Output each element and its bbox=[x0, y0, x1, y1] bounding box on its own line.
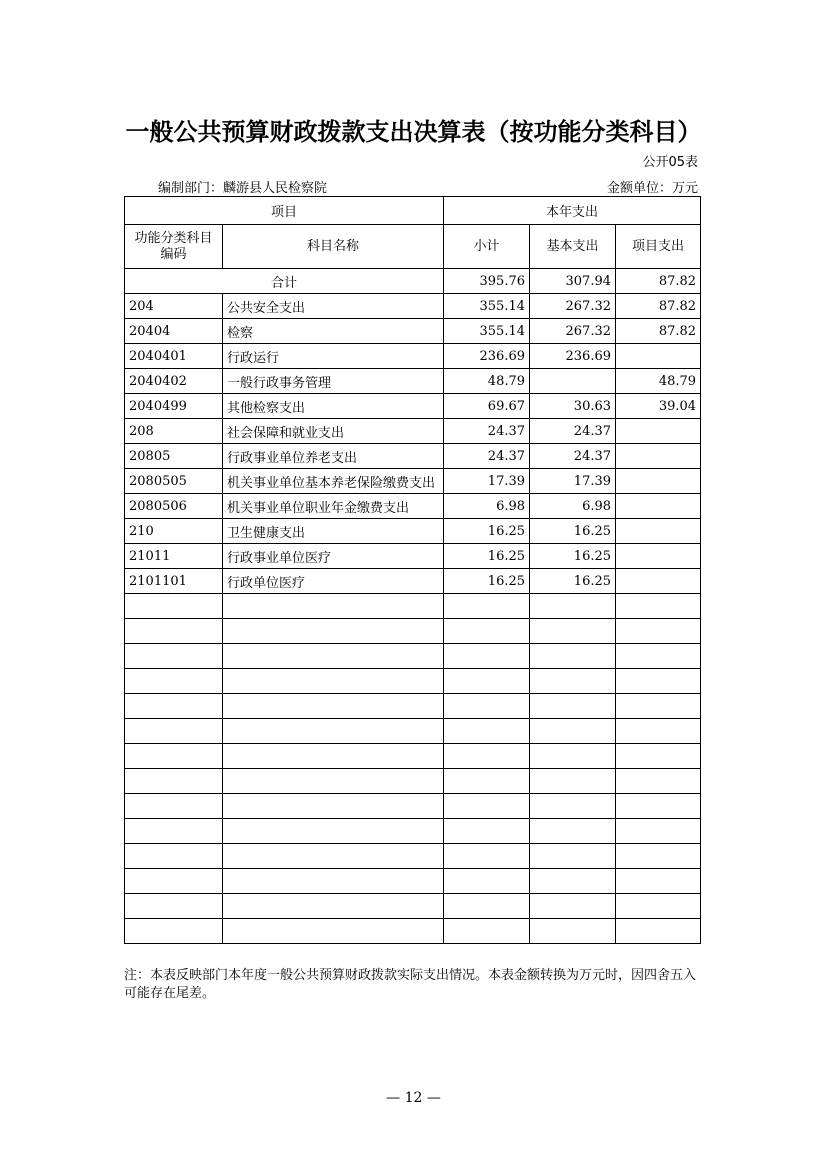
empty-cell bbox=[125, 694, 223, 719]
empty-cell bbox=[616, 669, 701, 694]
header-code: 功能分类科目编码 bbox=[125, 225, 223, 269]
empty-cell bbox=[530, 694, 616, 719]
empty-cell bbox=[223, 894, 444, 919]
empty-cell bbox=[530, 819, 616, 844]
empty-cell bbox=[125, 644, 223, 669]
cell-name: 机关事业单位职业年金缴费支出 bbox=[223, 494, 444, 519]
empty-cell bbox=[223, 794, 444, 819]
cell-basic: 16.25 bbox=[530, 544, 616, 569]
empty-row bbox=[125, 769, 701, 794]
cell-name: 公共安全支出 bbox=[223, 294, 444, 319]
empty-cell bbox=[223, 869, 444, 894]
total-project: 87.82 bbox=[616, 269, 701, 294]
table-row bbox=[125, 444, 701, 469]
cell-subtotal: 16.25 bbox=[444, 569, 530, 594]
empty-row bbox=[125, 894, 701, 919]
empty-cell bbox=[616, 794, 701, 819]
empty-cell bbox=[444, 694, 530, 719]
unit-label: 金额单位：万元 bbox=[606, 181, 698, 196]
empty-cell bbox=[444, 919, 530, 944]
empty-row bbox=[125, 669, 701, 694]
empty-cell bbox=[444, 794, 530, 819]
empty-row bbox=[125, 744, 701, 769]
cell-project bbox=[616, 469, 701, 494]
total-subtotal: 395.76 bbox=[444, 269, 530, 294]
empty-row bbox=[125, 794, 701, 819]
expenditure-table bbox=[124, 196, 701, 944]
table-row bbox=[125, 344, 701, 369]
empty-cell bbox=[125, 719, 223, 744]
cell-project bbox=[616, 569, 701, 594]
empty-cell bbox=[223, 669, 444, 694]
cell-name: 其他检察支出 bbox=[223, 394, 444, 419]
empty-cell bbox=[530, 769, 616, 794]
header-project: 项目 bbox=[125, 197, 444, 225]
cell-subtotal: 236.69 bbox=[444, 344, 530, 369]
cell-code: 2040401 bbox=[125, 344, 223, 369]
table-row bbox=[125, 394, 701, 419]
table-row bbox=[125, 519, 701, 544]
cell-basic: 6.98 bbox=[530, 494, 616, 519]
cell-subtotal: 16.25 bbox=[444, 519, 530, 544]
empty-cell bbox=[530, 919, 616, 944]
empty-cell bbox=[125, 869, 223, 894]
empty-cell bbox=[223, 844, 444, 869]
cell-name: 行政事业单位医疗 bbox=[223, 544, 444, 569]
page-number: — 12 — bbox=[386, 1090, 441, 1106]
empty-cell bbox=[530, 619, 616, 644]
empty-cell bbox=[444, 719, 530, 744]
empty-cell bbox=[530, 794, 616, 819]
cell-code: 208 bbox=[125, 419, 223, 444]
cell-code: 2080506 bbox=[125, 494, 223, 519]
empty-cell bbox=[125, 769, 223, 794]
empty-cell bbox=[125, 894, 223, 919]
empty-cell bbox=[616, 844, 701, 869]
cell-subtotal: 16.25 bbox=[444, 544, 530, 569]
empty-cell bbox=[125, 844, 223, 869]
empty-cell bbox=[223, 819, 444, 844]
department-label: 编制部门：麟游县人民检察院 bbox=[158, 181, 328, 196]
empty-cell bbox=[616, 869, 701, 894]
cell-project: 39.04 bbox=[616, 394, 701, 419]
header-subtotal: 小计 bbox=[444, 225, 530, 269]
empty-cell bbox=[616, 744, 701, 769]
cell-code: 2040499 bbox=[125, 394, 223, 419]
cell-name: 行政单位医疗 bbox=[223, 569, 444, 594]
empty-cell bbox=[444, 669, 530, 694]
total-basic: 307.94 bbox=[530, 269, 616, 294]
cell-name: 卫生健康支出 bbox=[223, 519, 444, 544]
empty-cell bbox=[223, 644, 444, 669]
empty-cell bbox=[444, 894, 530, 919]
cell-project: 87.82 bbox=[616, 294, 701, 319]
header-name: 科目名称 bbox=[223, 225, 444, 269]
cell-basic bbox=[530, 369, 616, 394]
empty-cell bbox=[444, 869, 530, 894]
header-current-year: 本年支出 bbox=[444, 197, 701, 225]
empty-cell bbox=[223, 719, 444, 744]
cell-subtotal: 69.67 bbox=[444, 394, 530, 419]
empty-cell bbox=[223, 694, 444, 719]
cell-subtotal: 24.37 bbox=[444, 419, 530, 444]
empty-cell bbox=[616, 769, 701, 794]
cell-subtotal: 24.37 bbox=[444, 444, 530, 469]
empty-cell bbox=[530, 744, 616, 769]
header-project-exp: 项目支出 bbox=[616, 225, 701, 269]
empty-cell bbox=[444, 769, 530, 794]
cell-code: 2080505 bbox=[125, 469, 223, 494]
empty-cell bbox=[444, 844, 530, 869]
empty-cell bbox=[223, 769, 444, 794]
footnote: 注：本表反映部门本年度一般公共预算财政拨款实际支出情况。本表金额转换为万元时，因四舍五入可能存在尾差。 bbox=[124, 968, 697, 1001]
cell-name: 行政运行 bbox=[223, 344, 444, 369]
empty-cell bbox=[530, 594, 616, 619]
table-row bbox=[125, 369, 701, 394]
cell-basic: 16.25 bbox=[530, 519, 616, 544]
empty-cell bbox=[616, 919, 701, 944]
cell-code: 204 bbox=[125, 294, 223, 319]
empty-cell bbox=[616, 894, 701, 919]
page-title: 一般公共预算财政拨款支出决算表（按功能分类科目） bbox=[125, 118, 702, 146]
empty-cell bbox=[616, 694, 701, 719]
empty-row bbox=[125, 844, 701, 869]
cell-basic: 30.63 bbox=[530, 394, 616, 419]
cell-name: 检察 bbox=[223, 319, 444, 344]
empty-cell bbox=[530, 869, 616, 894]
empty-cell bbox=[444, 619, 530, 644]
empty-cell bbox=[125, 794, 223, 819]
empty-cell bbox=[616, 719, 701, 744]
empty-cell bbox=[223, 594, 444, 619]
cell-basic: 236.69 bbox=[530, 344, 616, 369]
empty-cell bbox=[125, 619, 223, 644]
empty-cell bbox=[125, 594, 223, 619]
cell-subtotal: 355.14 bbox=[444, 294, 530, 319]
table-row bbox=[125, 469, 701, 494]
empty-cell bbox=[125, 919, 223, 944]
cell-name: 社会保障和就业支出 bbox=[223, 419, 444, 444]
cell-project: 48.79 bbox=[616, 369, 701, 394]
header-basic: 基本支出 bbox=[530, 225, 616, 269]
empty-cell bbox=[530, 844, 616, 869]
cell-subtotal: 48.79 bbox=[444, 369, 530, 394]
empty-row bbox=[125, 619, 701, 644]
empty-cell bbox=[530, 644, 616, 669]
empty-row bbox=[125, 819, 701, 844]
cell-code: 210 bbox=[125, 519, 223, 544]
cell-subtotal: 17.39 bbox=[444, 469, 530, 494]
empty-row bbox=[125, 719, 701, 744]
cell-subtotal: 6.98 bbox=[444, 494, 530, 519]
cell-project bbox=[616, 419, 701, 444]
cell-code: 2040402 bbox=[125, 369, 223, 394]
empty-cell bbox=[616, 594, 701, 619]
cell-project bbox=[616, 444, 701, 469]
cell-project bbox=[616, 344, 701, 369]
empty-cell bbox=[616, 819, 701, 844]
cell-code: 20805 bbox=[125, 444, 223, 469]
empty-cell bbox=[444, 644, 530, 669]
cell-project bbox=[616, 544, 701, 569]
total-label: 合计 bbox=[125, 269, 444, 294]
cell-basic: 267.32 bbox=[530, 294, 616, 319]
empty-cell bbox=[444, 819, 530, 844]
empty-row bbox=[125, 694, 701, 719]
cell-basic: 267.32 bbox=[530, 319, 616, 344]
table-row bbox=[125, 494, 701, 519]
empty-cell bbox=[530, 669, 616, 694]
empty-cell bbox=[125, 744, 223, 769]
empty-cell bbox=[223, 744, 444, 769]
cell-code: 20404 bbox=[125, 319, 223, 344]
empty-cell bbox=[616, 644, 701, 669]
cell-basic: 16.25 bbox=[530, 569, 616, 594]
header-row-2 bbox=[125, 225, 701, 269]
cell-name: 机关事业单位基本养老保险缴费支出 bbox=[223, 469, 444, 494]
table-row bbox=[125, 294, 701, 319]
empty-cell bbox=[223, 919, 444, 944]
cell-project: 87.82 bbox=[616, 319, 701, 344]
empty-row bbox=[125, 869, 701, 894]
header-row-1 bbox=[125, 197, 701, 225]
empty-cell bbox=[444, 744, 530, 769]
cell-project bbox=[616, 494, 701, 519]
empty-cell bbox=[125, 669, 223, 694]
empty-row bbox=[125, 594, 701, 619]
empty-row bbox=[125, 644, 701, 669]
table-row bbox=[125, 419, 701, 444]
total-row bbox=[125, 269, 701, 294]
cell-basic: 24.37 bbox=[530, 444, 616, 469]
cell-subtotal: 355.14 bbox=[444, 319, 530, 344]
table-row bbox=[125, 569, 701, 594]
cell-name: 行政事业单位养老支出 bbox=[223, 444, 444, 469]
cell-name: 一般行政事务管理 bbox=[223, 369, 444, 394]
empty-row bbox=[125, 919, 701, 944]
form-number: 公开05表 bbox=[642, 155, 698, 170]
empty-cell bbox=[223, 619, 444, 644]
empty-cell bbox=[530, 719, 616, 744]
empty-cell bbox=[616, 619, 701, 644]
cell-basic: 17.39 bbox=[530, 469, 616, 494]
table-row bbox=[125, 319, 701, 344]
empty-cell bbox=[444, 594, 530, 619]
cell-basic: 24.37 bbox=[530, 419, 616, 444]
table-row bbox=[125, 544, 701, 569]
cell-code: 2101101 bbox=[125, 569, 223, 594]
empty-cell bbox=[125, 819, 223, 844]
cell-code: 21011 bbox=[125, 544, 223, 569]
cell-project bbox=[616, 519, 701, 544]
empty-cell bbox=[530, 894, 616, 919]
